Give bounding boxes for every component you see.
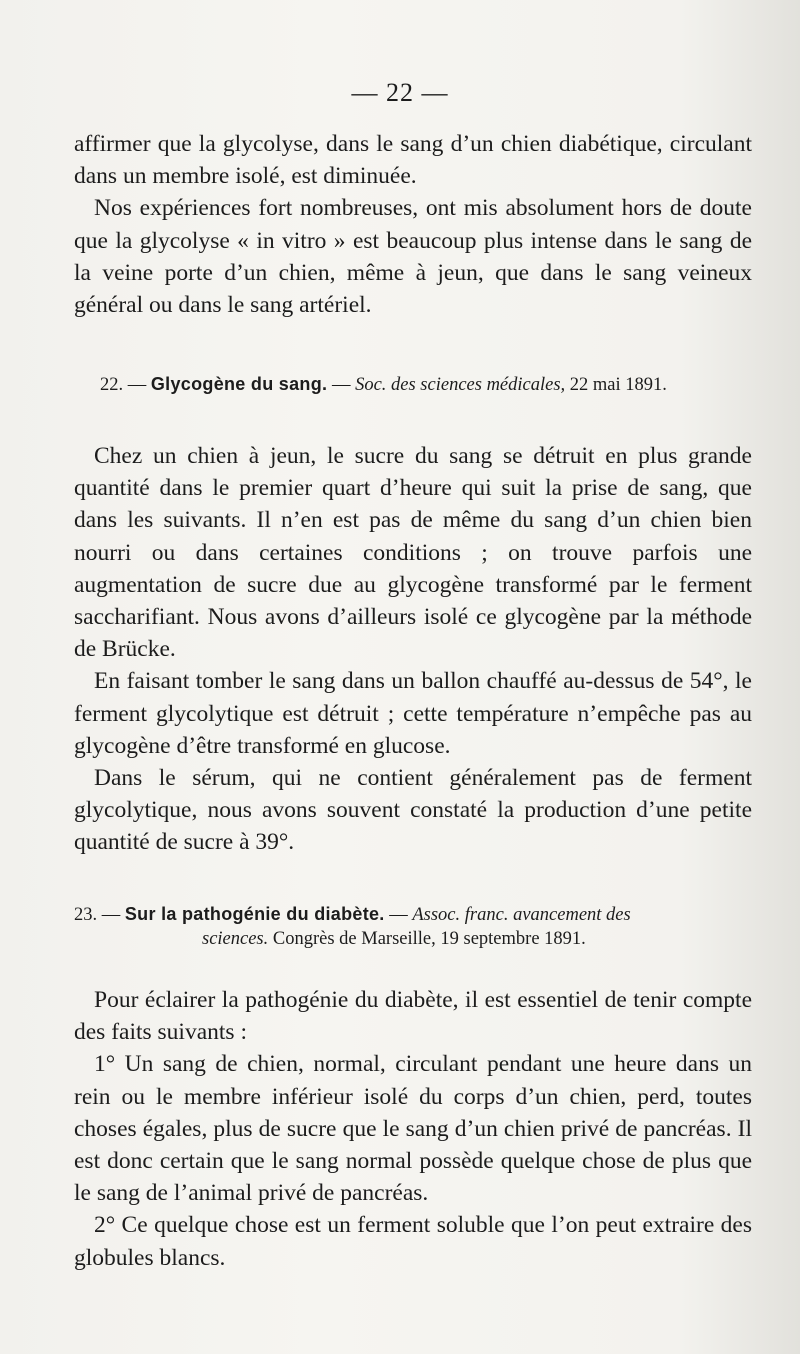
entry-source: Soc. des sciences médicales, (355, 375, 566, 395)
section-pathogenie (74, 984, 752, 1274)
paragraph: Nos expériences fort nombreuses, ont mis absolument hors de doute que la glycolyse « in vitro » est beaucoup plus intense dans le sang de la veine porte d’un chien, même à jeun, que dans le sang veineux général ou dans le sang artériel. (74, 195, 752, 319)
entry-dash: — (331, 375, 351, 395)
entry-title: Glycogène du sang. (150, 374, 328, 394)
paragraph: Dans le sérum, qui ne contient généralement pas de ferment glycolytique, nous avons souvent constaté la production d’une petite quantité de sucre à 39°. (74, 765, 752, 856)
paragraph: Pour éclairer la pathogénie du diabète, il est essentiel de tenir compte des faits suivants : (74, 987, 752, 1046)
entry-heading-22 (100, 372, 760, 397)
entry-source: Assoc. franc. avancement des (412, 905, 631, 925)
entry-number: 22. — (100, 375, 147, 395)
section-glycogene (74, 440, 752, 859)
entry-heading-23 (74, 902, 752, 951)
entry-dash: — (389, 905, 408, 925)
entry-source-cont: sciences. (202, 929, 269, 949)
entry-date: 22 mai 1891. (569, 375, 667, 395)
paragraph: Chez un chien à jeun, le sucre du sang se détruit en plus grande quantité dans le premier quart d’heure qui suit la prise de sang, que dans les suivants. Il n’en est pas de même du sang d’un chien bien nourri ou dans certaines conditions ; on trouve parfois une augmentation de sucre due au glycogène transformé par le ferment saccharifiant. Nous avons d’ailleurs isolé ce glycogène par la méthode de Brücke. (74, 443, 752, 663)
entry-number: 23. — (74, 905, 121, 925)
paragraph: En faisant tomber le sang dans un ballon chauffé au-dessus de 54°, le ferment glycolytique est détruit ; cette température n’empêche pas au glycogène d’être transformé en glucose. (74, 668, 752, 759)
paragraph: 1° Un sang de chien, normal, circulant pendant une heure dans un rein ou le membre inférieur isolé du corps d’un chien, perd, toutes choses égales, plus de sucre que le sang d’un chien privé de pancréas. Il est donc certain que le sang normal possède quelque chose de plus que le sang de l’animal privé de pancréas. (74, 1051, 752, 1207)
paragraph: affirmer que la glycolyse, dans le sang d’un chien diabétique, circulant dans un membre isolé, est diminuée. (74, 131, 752, 190)
section-glycolyse (74, 128, 752, 321)
entry-details: Congrès de Marseille, 19 septembre 1891. (272, 929, 586, 949)
entry-title: Sur la pathogénie du diabète. (124, 904, 385, 924)
page-number: — 22 — (351, 78, 449, 107)
paragraph: 2° Ce quelque chose est un ferment soluble que l’on peut extraire des globules blancs. (74, 1212, 752, 1271)
